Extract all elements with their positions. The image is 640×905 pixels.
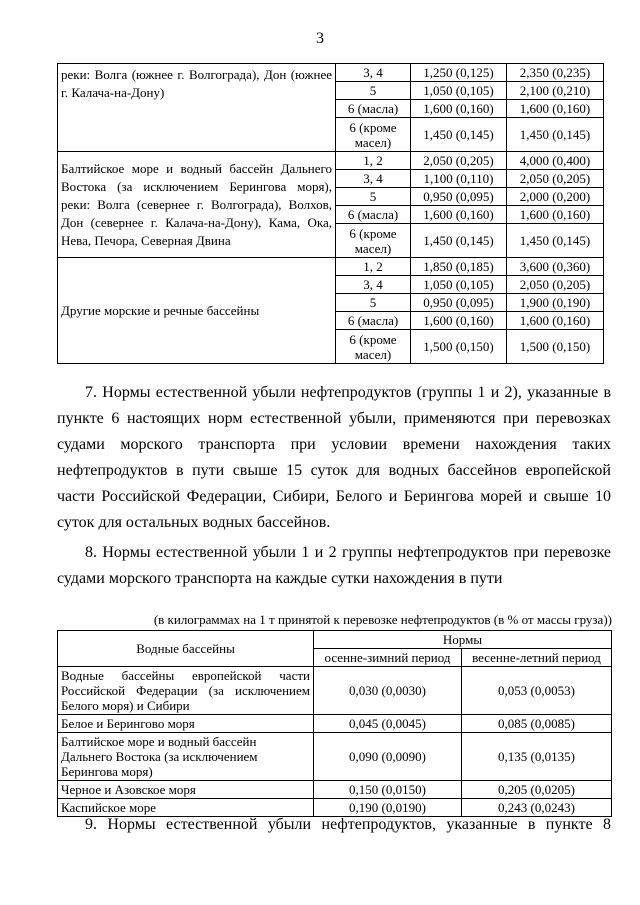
table-header-row [58, 631, 612, 649]
product-group: 5 [336, 188, 411, 206]
autumn-winter-value: 0,030 (0,0030) [314, 667, 462, 715]
spring-summer-value: 2,050 (0,205) [507, 170, 604, 188]
product-group: 1, 2 [336, 152, 411, 170]
autumn-winter-value: 0,950 (0,095) [411, 294, 507, 312]
autumn-winter-value: 1,050 (0,105) [411, 82, 507, 100]
product-group: 5 [336, 82, 411, 100]
daily-loss-norms-table [57, 630, 612, 817]
spring-summer-value: 1,600 (0,160) [507, 206, 604, 224]
header-basins: Водные бассейны [58, 631, 314, 667]
spring-summer-value: 1,450 (0,145) [507, 224, 604, 258]
autumn-winter-value: 0,950 (0,095) [411, 188, 507, 206]
basin-cell: Водные бассейны европейской части Российской Федерации (за исключением Белого моря) и Сибири [58, 667, 314, 715]
basin-cell: Балтийское море и водный бассейн Дальнего Востока (за исключением Берингова моря), реки: Волга (севернее г. Волгограда), Волхов, Дон (севернее г. Калача-на-Дону), Кама, Ока, Нева, Печора, Северная Двина [58, 152, 336, 258]
spring-summer-value: 2,050 (0,205) [507, 276, 604, 294]
spring-summer-value: 0,205 (0,0205) [462, 781, 612, 799]
header-norms: Нормы [314, 631, 612, 649]
unit-note: (в килограммах на 1 т принятой к перевозке нефтепродуктов (в % от массы груза)) [153, 612, 612, 627]
spring-summer-value: 2,000 (0,200) [507, 188, 604, 206]
spring-summer-value: 0,085 (0,0085) [462, 715, 612, 733]
product-group: 6 (кроме масел) [336, 118, 411, 152]
table-row [58, 258, 604, 276]
paragraph-9: 9. Нормы естественной убыли нефтепродуктов, указанные в пункте 8 [85, 816, 611, 833]
autumn-winter-value: 1,100 (0,110) [411, 170, 507, 188]
page-number: 3 [316, 30, 324, 47]
paragraph-8: 8. Нормы естественной убыли 1 и 2 группы нефтепродуктов при перевозке судами морского транспорта на каждые сутки нахождения в пути [57, 544, 611, 587]
product-group: 6 (масла) [336, 100, 411, 118]
spring-summer-value: 2,350 (0,235) [507, 64, 604, 82]
product-group: 3, 4 [336, 170, 411, 188]
basin-cell: Другие морские и речные бассейны [58, 258, 336, 364]
autumn-winter-value: 1,450 (0,145) [411, 224, 507, 258]
autumn-winter-value: 0,150 (0,0150) [314, 781, 462, 799]
product-group: 1, 2 [336, 258, 411, 276]
loss-norms-table [57, 63, 604, 364]
product-group: 3, 4 [336, 64, 411, 82]
header-autumn-winter: осенне-зимний период [314, 649, 462, 667]
product-group: 3, 4 [336, 276, 411, 294]
paragraph-7: 7. Нормы естественной убыли нефтепродуктов (группы 1 и 2), указанные в пункте 6 настоящих норм естественной убыли, применяются при перевозках судами морского транспорта при условии времени нахождения таких нефтепродуктов в пути свыше 15 суток для водных бассейнов европейской части Российской Федерации, Сибири, Белого и Берингова морей и свыше 10 суток для остальных водных бассейнов. [57, 384, 611, 531]
spring-summer-value: 0,053 (0,0053) [462, 667, 612, 715]
autumn-winter-value: 0,090 (0,0090) [314, 733, 462, 781]
spring-summer-value: 2,100 (0,210) [507, 82, 604, 100]
autumn-winter-value: 0,045 (0,0045) [314, 715, 462, 733]
spring-summer-value: 1,600 (0,160) [507, 100, 604, 118]
autumn-winter-value: 2,050 (0,205) [411, 152, 507, 170]
spring-summer-value: 0,135 (0,0135) [462, 733, 612, 781]
product-group: 6 (кроме масел) [336, 224, 411, 258]
spring-summer-value: 1,900 (0,190) [507, 294, 604, 312]
autumn-winter-value: 1,500 (0,150) [411, 330, 507, 364]
autumn-winter-value: 1,600 (0,160) [411, 100, 507, 118]
autumn-winter-value: 1,600 (0,160) [411, 206, 507, 224]
spring-summer-value: 4,000 (0,400) [507, 152, 604, 170]
autumn-winter-value: 1,250 (0,125) [411, 64, 507, 82]
basin-cell: Каспийское море [58, 799, 314, 817]
autumn-winter-value: 0,190 (0,0190) [314, 799, 462, 817]
autumn-winter-value: 1,850 (0,185) [411, 258, 507, 276]
basin-cell: Балтийское море и водный бассейн Дальнего Востока (за исключением Берингова моря) [58, 733, 314, 781]
basin-cell: Белое и Берингово моря [58, 715, 314, 733]
basin-cell: Черное и Азовское моря [58, 781, 314, 799]
table-row [58, 715, 612, 733]
product-group: 6 (масла) [336, 206, 411, 224]
table-row [58, 667, 612, 715]
table-row [58, 64, 604, 82]
spring-summer-value: 0,243 (0,0243) [462, 799, 612, 817]
table-row [58, 781, 612, 799]
product-group: 6 (масла) [336, 312, 411, 330]
product-group: 5 [336, 294, 411, 312]
spring-summer-value: 3,600 (0,360) [507, 258, 604, 276]
header-spring-summer: весенне-летний период [462, 649, 612, 667]
table-row [58, 733, 612, 781]
autumn-winter-value: 1,600 (0,160) [411, 312, 507, 330]
table-row [58, 152, 604, 170]
product-group: 6 (кроме масел) [336, 330, 411, 364]
spring-summer-value: 1,450 (0,145) [507, 118, 604, 152]
autumn-winter-value: 1,050 (0,105) [411, 276, 507, 294]
spring-summer-value: 1,500 (0,150) [507, 330, 604, 364]
autumn-winter-value: 1,450 (0,145) [411, 118, 507, 152]
basin-cell: реки: Волга (южнее г. Волгограда), Дон (южнее г. Калача-на-Дону) [58, 64, 336, 152]
spring-summer-value: 1,600 (0,160) [507, 312, 604, 330]
